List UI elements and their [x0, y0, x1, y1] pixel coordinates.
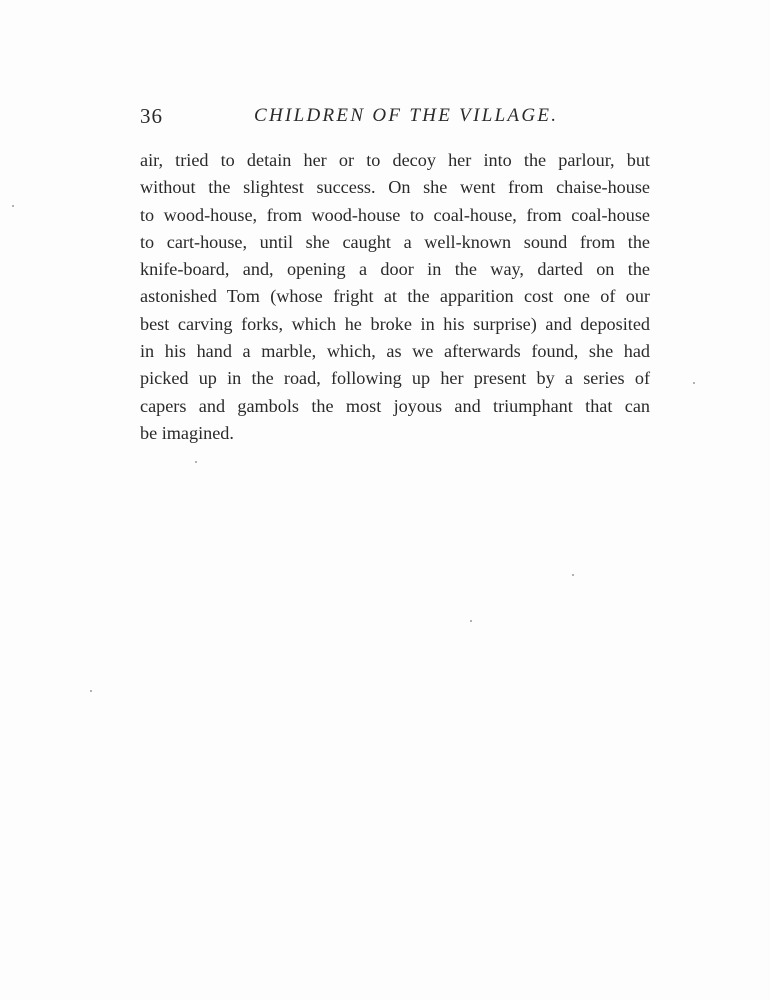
text-line: capers and gambols the most joyous and triumphant that can [140, 395, 650, 416]
scan-speck [12, 205, 14, 207]
scan-speck [470, 620, 472, 622]
page-number: 36 [140, 104, 163, 128]
text-line: be imagined. [140, 422, 234, 443]
text-line: astonished Tom (whose fright at the apparition cost one of our [140, 286, 650, 307]
text-line: in his hand a marble, which, as we afterwards found, she had [140, 341, 650, 362]
body-paragraph [140, 147, 650, 447]
scan-speck [572, 574, 574, 576]
text-line: knife-board, and, opening a door in the way, darted on the [140, 259, 650, 280]
text-line: without the slightest success. On she went from chaise-house [140, 177, 650, 198]
text-line: to cart-house, until she caught a well-known sound from the [140, 231, 650, 252]
text-line: air, tried to detain her or to decoy her into the parlour, but [140, 150, 650, 170]
scan-speck [693, 382, 695, 384]
scan-speck [195, 461, 197, 463]
text-line: best carving forks, which he broke in his surprise) and deposited [140, 313, 650, 334]
running-title: CHILDREN OF THE VILLAGE. [254, 105, 559, 126]
scan-speck [90, 690, 92, 692]
text-line: picked up in the road, following up her present by a series of [140, 368, 650, 389]
text-line: to wood-house, from wood-house to coal-house, from coal-house [140, 204, 650, 225]
running-head [140, 104, 650, 134]
